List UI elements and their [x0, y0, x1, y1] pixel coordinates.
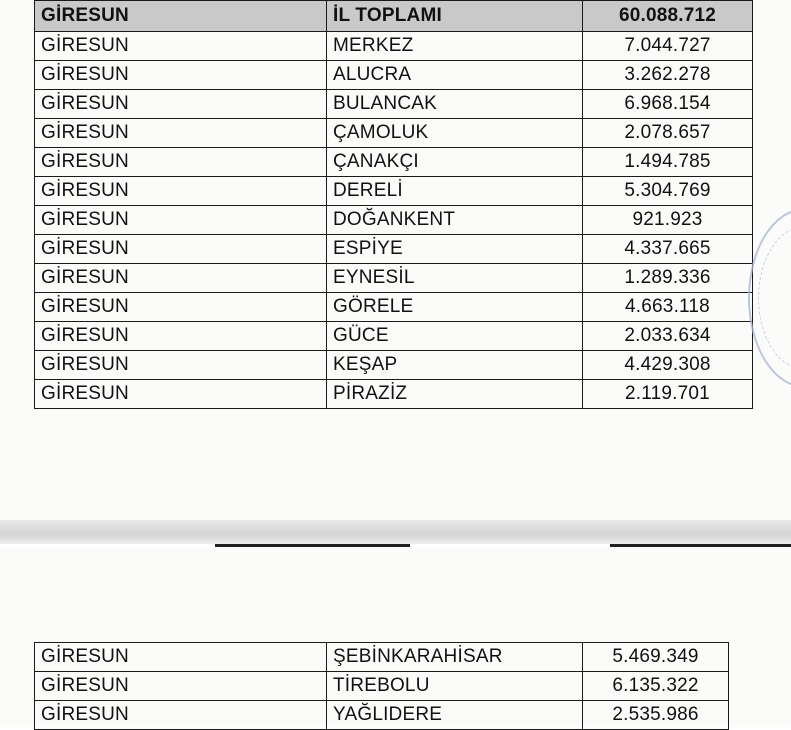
district-cell: MERKEZ: [327, 32, 583, 61]
amount-cell: 6.135.322: [583, 672, 729, 701]
province-cell: GİRESUN: [35, 322, 327, 351]
table-row: [35, 672, 729, 701]
table-header-row: [35, 1, 753, 32]
district-cell: BULANCAK: [327, 90, 583, 119]
amount-cell: 2.078.657: [583, 119, 753, 148]
table-row: [35, 177, 753, 206]
seal-inner-ring: [758, 226, 791, 370]
district-cell: ESPİYE: [327, 235, 583, 264]
table-row: [35, 119, 753, 148]
province-cell: GİRESUN: [35, 672, 327, 701]
district-cell: DOĞANKENT: [327, 206, 583, 235]
amount-cell: 6.968.154: [583, 90, 753, 119]
province-cell: GİRESUN: [35, 293, 327, 322]
table-row: [35, 643, 729, 672]
table-row: [35, 206, 753, 235]
district-cell: ALUCRA: [327, 61, 583, 90]
district-cell: PİRAZİZ: [327, 380, 583, 409]
table-row: [35, 148, 753, 177]
district-cell: ÇAMOLUK: [327, 119, 583, 148]
page-edge-line: [215, 544, 410, 547]
table-row: [35, 235, 753, 264]
province-cell: GİRESUN: [35, 90, 327, 119]
table-row: [35, 351, 753, 380]
amount-cell: 1.289.336: [583, 264, 753, 293]
province-cell: GİRESUN: [35, 701, 327, 730]
amount-cell: 4.429.308: [583, 351, 753, 380]
amount-cell: 4.337.665: [583, 235, 753, 264]
district-budget-table: [34, 0, 753, 409]
page-break: [0, 520, 791, 544]
province-cell: GİRESUN: [35, 206, 327, 235]
district-cell: ÇANAKÇI: [327, 148, 583, 177]
province-cell: GİRESUN: [35, 351, 327, 380]
amount-cell: 2.119.701: [583, 380, 753, 409]
province-cell: GİRESUN: [35, 119, 327, 148]
province-cell: GİRESUN: [35, 235, 327, 264]
page-edge-line: [610, 544, 791, 547]
province-cell: GİRESUN: [35, 177, 327, 206]
amount-cell: 7.044.727: [583, 32, 753, 61]
district-cell: KEŞAP: [327, 351, 583, 380]
amount-cell: 5.469.349: [583, 643, 729, 672]
district-budget-table-continued: [34, 642, 729, 730]
province-cell: GİRESUN: [35, 264, 327, 293]
amount-cell: 921.923: [583, 206, 753, 235]
district-cell: DERELİ: [327, 177, 583, 206]
district-cell: GÜCE: [327, 322, 583, 351]
province-cell: GİRESUN: [35, 61, 327, 90]
province-cell: GİRESUN: [35, 643, 327, 672]
amount-cell: 4.663.118: [583, 293, 753, 322]
table-row: [35, 380, 753, 409]
amount-cell: 60.088.712: [583, 1, 753, 32]
province-cell: GİRESUN: [35, 32, 327, 61]
district-cell: TİREBOLU: [327, 672, 583, 701]
amount-cell: 2.033.634: [583, 322, 753, 351]
table-row: [35, 293, 753, 322]
amount-cell: 5.304.769: [583, 177, 753, 206]
amount-cell: 1.494.785: [583, 148, 753, 177]
district-cell: İL TOPLAMI: [327, 1, 583, 32]
district-cell: ŞEBİNKARAHİSAR: [327, 643, 583, 672]
table-row: [35, 322, 753, 351]
amount-cell: 3.262.278: [583, 61, 753, 90]
table-row: [35, 90, 753, 119]
table-row: [35, 264, 753, 293]
table-row: [35, 61, 753, 90]
table-row: [35, 701, 729, 730]
district-cell: EYNESİL: [327, 264, 583, 293]
district-cell: YAĞLIDERE: [327, 701, 583, 730]
district-cell: GÖRELE: [327, 293, 583, 322]
province-cell: GİRESUN: [35, 1, 327, 32]
province-cell: GİRESUN: [35, 380, 327, 409]
table-row: [35, 32, 753, 61]
province-cell: GİRESUN: [35, 148, 327, 177]
amount-cell: 2.535.986: [583, 701, 729, 730]
